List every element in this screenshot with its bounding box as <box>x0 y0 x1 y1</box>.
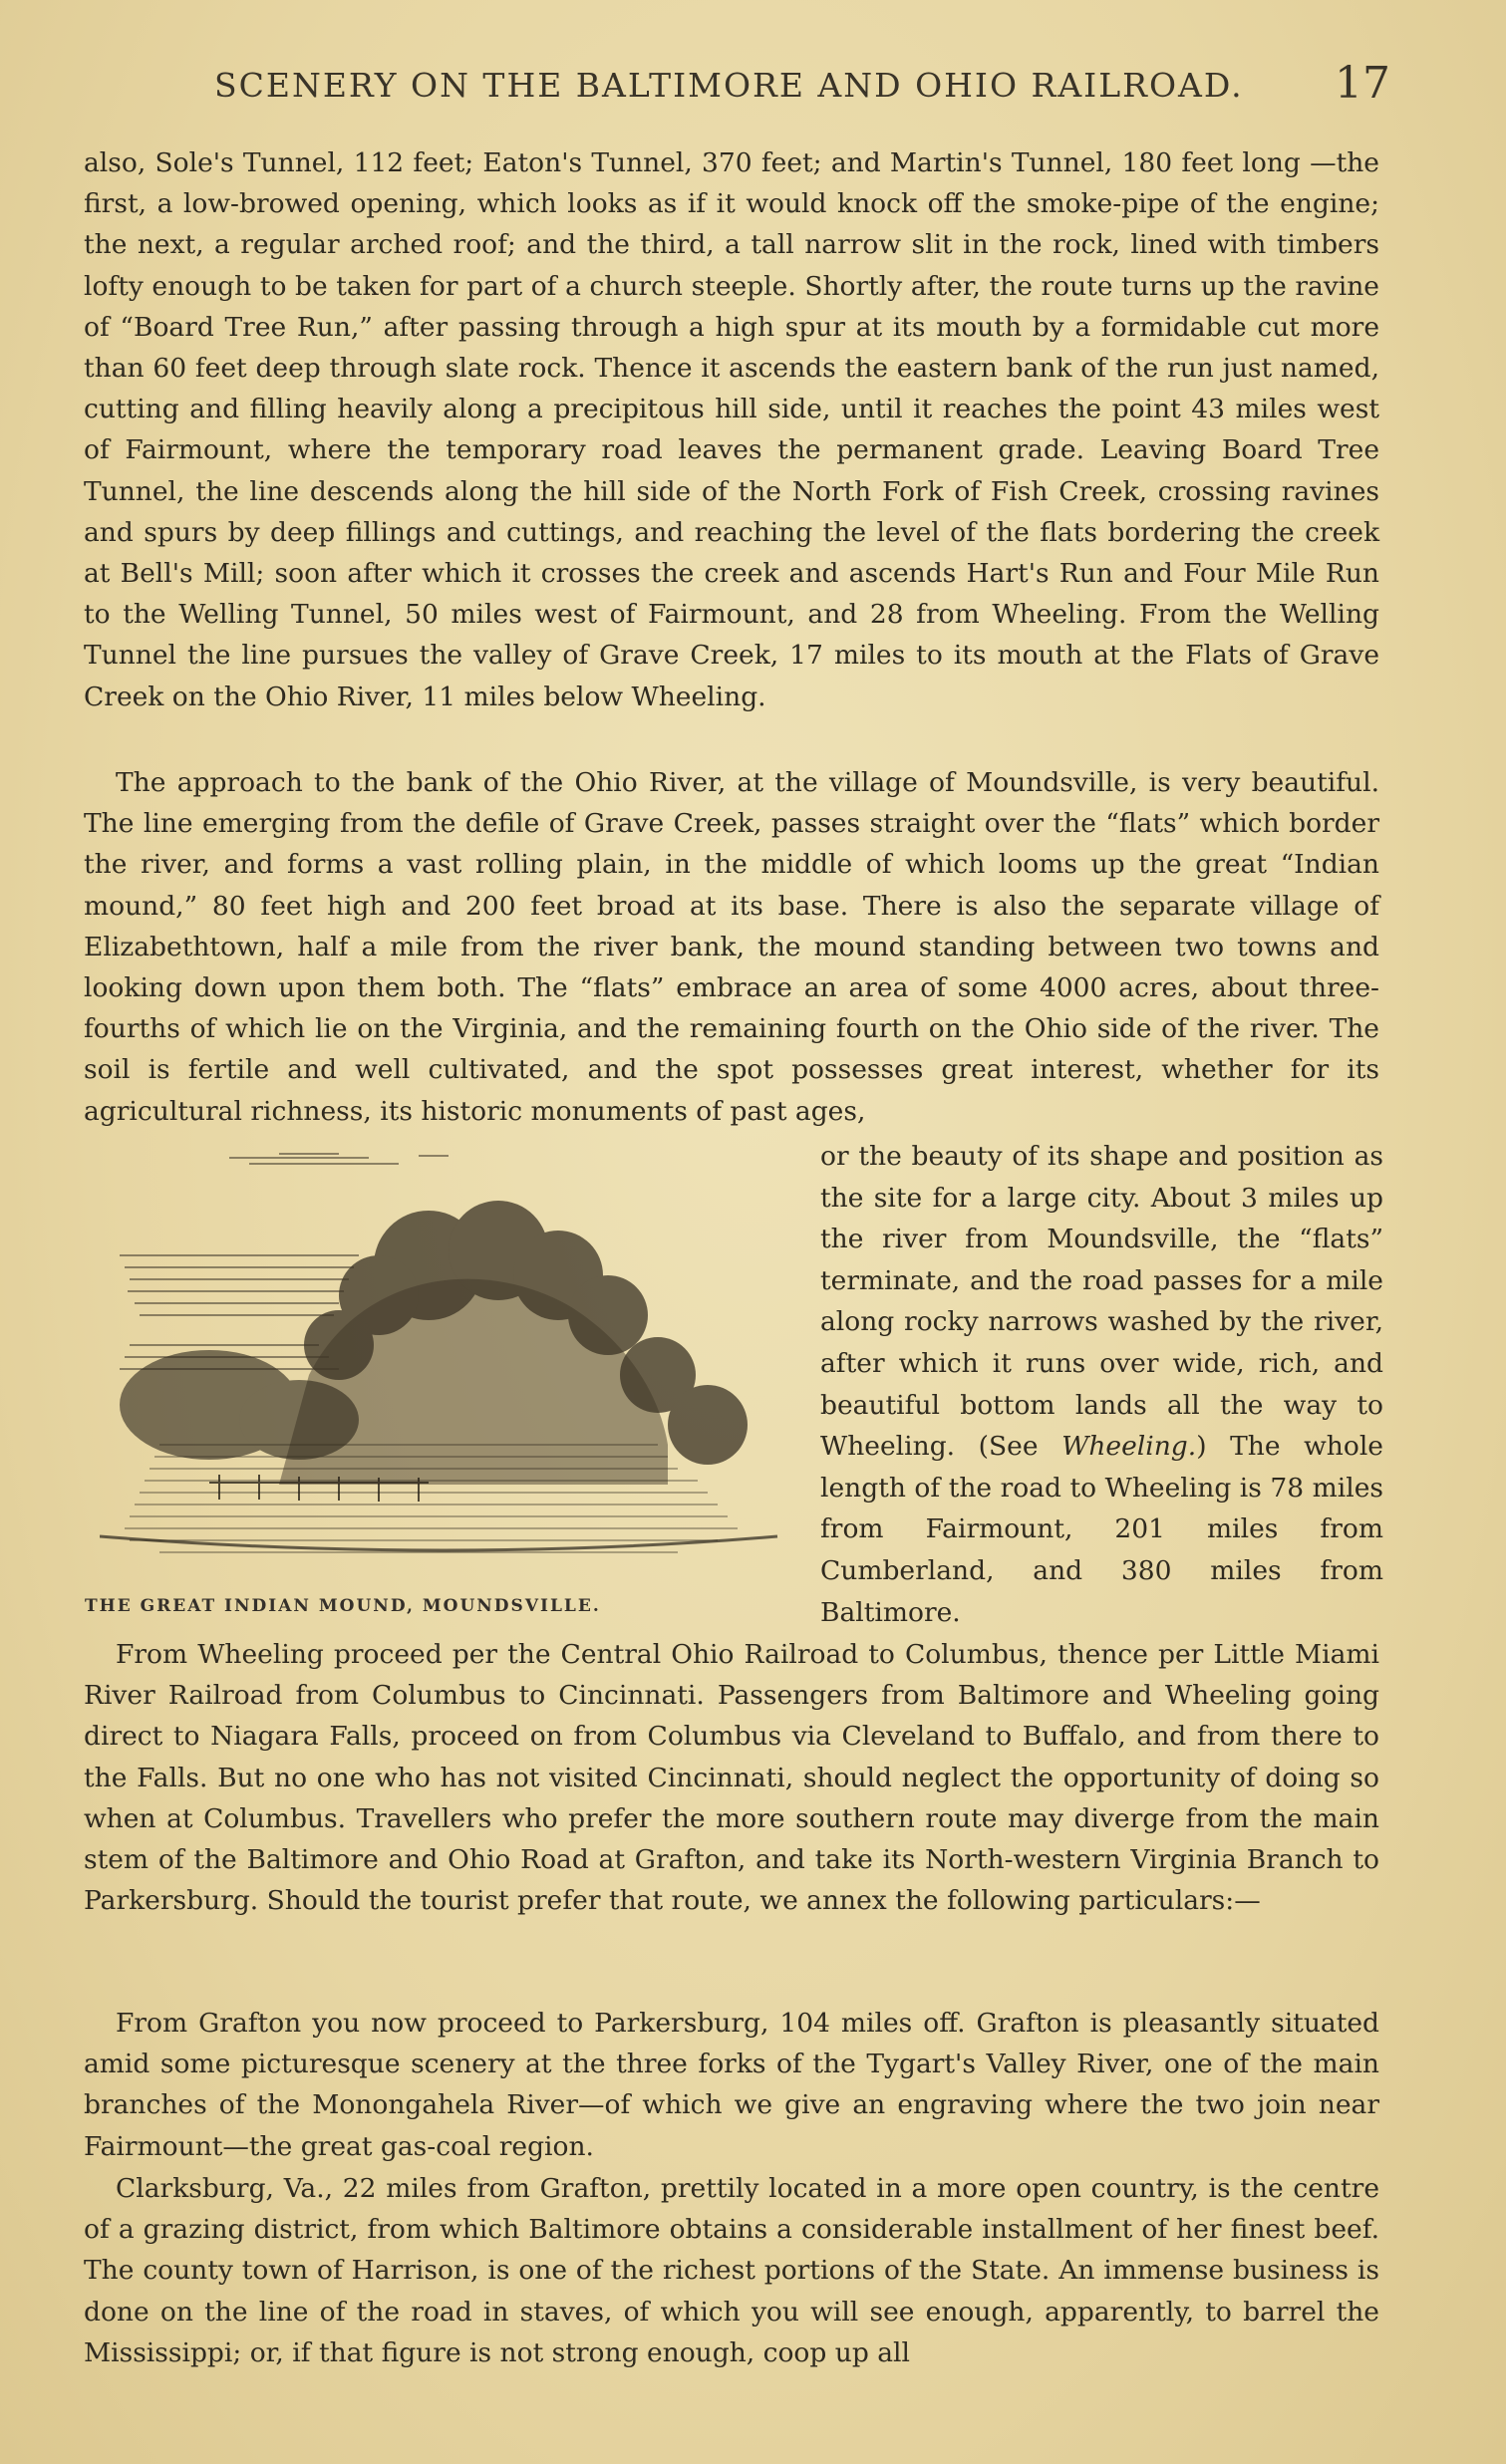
side-text-italic-reference: Wheeling. <box>1061 1431 1197 1463</box>
page-number: 17 <box>1335 58 1390 109</box>
paragraph-moundsville <box>84 762 1379 1132</box>
indian-mound-engraving <box>100 1146 797 1574</box>
figure-caption: THE GREAT INDIAN MOUND, MOUNDSVILLE. <box>85 1596 601 1616</box>
paragraph-continued-beside-figure <box>820 1136 1383 1633</box>
paragraph-grafton: From Grafton you now proceed to Parkersburg, 104 miles off. Grafton is pleasantly situated amid some picturesque scenery at the three forks of the Tygart's Valley River, one of the main branches of the Monongahela River—of which we give an engraving where the two join near Fairmount—the great gas-coal region. <box>84 2008 1379 2162</box>
running-header <box>214 58 1390 118</box>
engraving-figure <box>90 1146 817 1624</box>
running-title: SCENERY ON THE BALTIMORE AND OHIO RAILROAD. <box>214 66 1244 105</box>
side-text-part-2: ) The whole length of the road to Wheeling is 78 miles from Fairmount, 201 miles from Cumberland, and 380 miles from Baltimore. <box>820 1431 1383 1628</box>
side-text-part-1: or the beauty of its shape and position as the site for a large city. About 3 miles up the river from Moundsville, the “flats” terminate, and the road passes for a mile along rocky narrows washed by the river, after which it runs over wide, rich, and beautiful bottom lands all the way to Wheeling. (See <box>820 1141 1383 1463</box>
paragraph-moundsville-text: The approach to the bank of the Ohio River, at the village of Moundsville, is very beautiful. The line emerging from the defile of Grave Creek, passes straight over the “flats” which border the river, and forms a vast rolling plain, in the middle of which looms up the great “Indian mound,” 80 feet high and 200 feet broad at its base. There is also the separate village of Elizabethtown, half a mile from the river bank, the mound standing between two towns and looking down upon them both. The “flats” embrace an area of some 4000 acres, about three-fourths of which lie on the Virginia, and the remaining fourth on the Ohio side of the river. The soil is fertile and well cultivated, and the spot possesses great interest, whether for its agricultural richness, its historic monuments of past ages, <box>84 767 1379 1127</box>
paragraph-clarksburg: Clarksburg, Va., 22 miles from Grafton, prettily located in a more open country, is the centre of a grazing district, from which Baltimore obtains a considerable installment of her finest beef. The county town of Harrison, is one of the richest portions of the State. An immense business is done on the line of the road in staves, of which you will see enough, apparently, to barrel the Mississippi; or, if that figure is not strong enough, coop up all <box>84 2173 1379 2368</box>
paragraph-tunnels: also, Sole's Tunnel, 112 feet; Eaton's Tunnel, 370 feet; and Martin's Tunnel, 180 feet long —the first, a low-browed opening, which looks as if it would knock off the smoke-pipe of the engine; the next, a regular arched roof; and the third, a tall narrow slit in the rock, lined with timbers lofty enough to be taken for part of a church steeple. Shortly after, the route turns up the ravine of “Board Tree Run,” after passing through a high spur at its mouth by a formidable cut more than 60 feet deep through slate rock. Thence it ascends the eastern bank of the run just named, cutting and filling heavily along a precipitous hill side, until it reaches the point 43 miles west of Fairmount, where the temporary road leaves the permanent grade. Leaving Board Tree Tunnel, the line descends along the hill side of the North Fork of Fish Creek, crossing ravines and spurs by deep fillings and cuttings, and reaching the level of the flats bordering the creek at Bell's Mill; soon after which it crosses the creek and ascends Hart's Run and Four Mile Run to the Welling Tunnel, 50 miles west of Fairmount, and 28 from Wheeling. From the Welling Tunnel the line pursues the valley of Grave Creek, 17 miles to its mouth at the Flats of Grave Creek on the Ohio River, 11 miles below Wheeling. <box>84 147 1379 712</box>
paragraph-wheeling-routes: From Wheeling proceed per the Central Ohio Railroad to Columbus, thence per Little Miami River Railroad from Columbus to Cincinnati. Passengers from Baltimore and Wheeling going direct to Niagara Falls, proceed on from Columbus via Cleveland to Buffalo, and from there to the Falls. But no one who has not visited Cincinnati, should neglect the opportunity of doing so when at Columbus. Travellers who prefer the more southern route may diverge from the main stem of the Baltimore and Ohio Road at Grafton, and take its North-western Virginia Branch to Parkersburg. Should the tourist prefer that route, we annex the following particulars:— <box>84 1639 1379 1917</box>
